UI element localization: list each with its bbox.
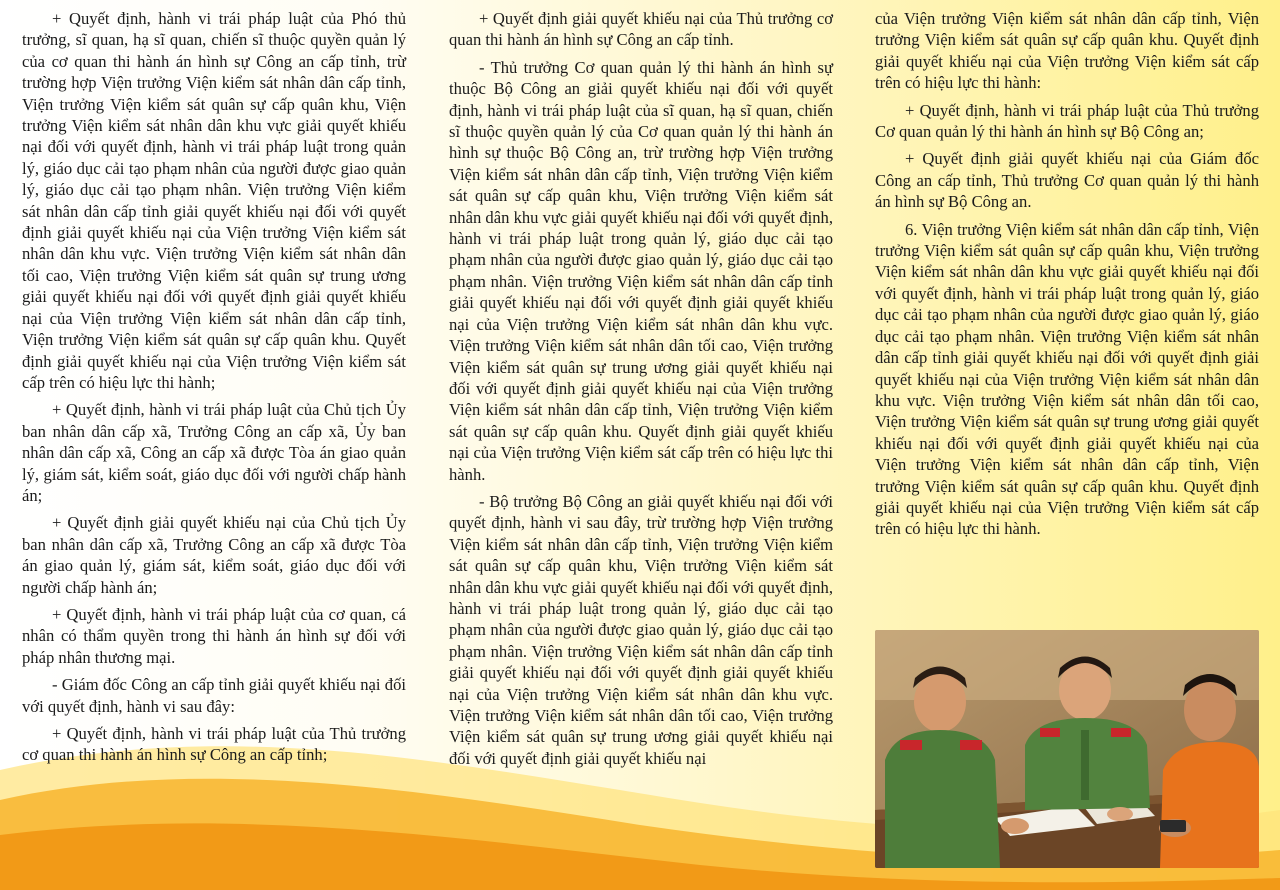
- paragraph: + Quyết định, hành vi trái pháp luật của cơ quan, cá nhân có thẩm quyền trong thi hành án hình sự đối với pháp nhân thương mại.: [22, 604, 406, 667]
- text-column-2: [449, 8, 833, 775]
- paragraph: + Quyết định, hành vi trái pháp luật của Thủ trưởng cơ quan thi hành án hình sự Công an cấp tỉnh;: [22, 724, 406, 765]
- paragraph: + Quyết định, hành vi trái pháp luật của Chủ tịch Ủy ban nhân dân cấp xã, Trưởng Công an cấp xã, Ủy ban nhân dân cấp xã, Công an cấp xã được Tòa án giao quản lý, giám sát, kiểm soát, giáo dục đối với người chấp hành án;: [22, 400, 406, 505]
- paragraph: - Giám đốc Công an cấp tỉnh giải quyết khiếu nại đối với quyết định, hành vi sau đây:: [22, 675, 406, 716]
- paragraph: + Quyết định, hành vi trái pháp luật của Phó thủ trưởng, sĩ quan, hạ sĩ quan, chiến sĩ thuộc quyền quản lý của cơ quan thi hành án hình sự Công an cấp tỉnh, trừ trường hợp Viện trưởng Viện kiểm sát nhân dân cấp tỉnh, Viện trưởng Viện kiểm sát quân sự cấp quân khu, Viện trưởng Viện kiểm sát nhân dân khu vực giải quyết khiếu nại đối với quyết định, hành vi trái pháp luật trong quản lý, giáo dục cải tạo phạm nhân của người được giao quản lý, giáo dục cải tạo phạm nhân. Viện trưởng Viện kiểm sát nhân dân cấp tỉnh giải quyết khiếu nại đối với quyết định giải quyết khiếu nại của Viện trưởng Viện kiểm sát nhân dân khu vực. Viện trưởng Viện kiểm sát nhân dân tối cao, Viện trưởng Viện kiểm sát quân sự trung ương giải quyết khiếu nại đối với quyết định giải quyết khiếu nại của Viện trưởng Viện kiểm sát nhân dân cấp tỉnh, Viện trưởng Viện kiểm sát quân sự cấp quân khu. Quyết định giải quyết khiếu nại của Viện trưởng Viện kiểm sát cấp trên có hiệu lực thi hành;: [22, 9, 406, 392]
- illustration-officers-with-citizen: [875, 630, 1259, 868]
- paragraph: 6. Viện trưởng Viện kiểm sát nhân dân cấp tỉnh, Viện trưởng Viện kiểm sát quân sự cấp quân khu, Viện trưởng Viện kiểm sát nhân dân khu vực giải quyết khiếu nại đối với quyết định, hành vi trái pháp luật trong quản lý, giáo dục cải tạo phạm nhân của người được giao quản lý, giáo dục cải tạo phạm nhân. Viện trưởng Viện kiểm sát nhân dân cấp tỉnh giải quyết khiếu nại đối với quyết định giải quyết khiếu nại của Viện trưởng Viện kiểm sát nhân dân khu vực. Viện trưởng Viện kiểm sát nhân dân tối cao, Viện trưởng Viện kiểm sát quân sự trung ương giải quyết khiếu nại đối với quyết định giải quyết khiếu nại của Viện trưởng Viện kiểm sát nhân dân cấp tỉnh, Viện trưởng Viện kiểm sát quân sự cấp quân khu. Quyết định giải quyết khiếu nại của Viện trưởng Viện kiểm sát cấp trên có hiệu lực thi hành.: [875, 219, 1259, 539]
- paragraph: + Quyết định giải quyết khiếu nại của Thủ trưởng cơ quan thi hành án hình sự Công an cấp tỉnh.: [449, 9, 833, 50]
- paragraph: + Quyết định, hành vi trái pháp luật của Thủ trưởng Cơ quan quản lý thi hành án hình sự Bộ Công an;: [875, 100, 1259, 142]
- paragraph: - Thủ trưởng Cơ quan quản lý thi hành án hình sự thuộc Bộ Công an giải quyết khiếu nại đối với quyết định, hành vi trái pháp luật của sĩ quan, hạ sĩ quan, chiến sĩ thuộc quyền quản lý của Cơ quan quản lý thi hành án hình sự thuộc Bộ Công an, trừ trường hợp Viện trưởng Viện kiểm sát nhân dân cấp tỉnh, Viện trưởng Viện kiểm sát quân sự cấp quân khu, Viện trưởng Viện kiểm sát nhân dân khu vực giải quyết khiếu nại đối với quyết định, hành vi trái pháp luật trong quản lý, giáo dục cải tạo phạm nhân của người được giao quản lý, giáo dục cải tạo phạm nhân. Viện trưởng Viện kiểm sát nhân dân cấp tỉnh giải quyết khiếu nại đối với quyết định giải quyết khiếu nại của Viện trưởng Viện kiểm sát nhân dân khu vực. Viện trưởng Viện kiểm sát nhân dân tối cao, Viện trưởng Viện kiểm sát quân sự trung ương giải quyết khiếu nại đối với quyết định giải quyết khiếu nại của Viện trưởng Viện kiểm sát nhân dân cấp tỉnh, Viện trưởng Viện kiểm sát quân sự cấp quân khu. Quyết định giải quyết khiếu nại của Viện trưởng Viện kiểm sát cấp trên có hiệu lực thi hành.: [449, 57, 833, 484]
- paragraph: - Bộ trưởng Bộ Công an giải quyết khiếu nại đối với quyết định, hành vi sau đây, trừ trường hợp Viện trưởng Viện kiểm sát nhân dân cấp tỉnh, Viện trưởng Viện kiểm sát quân sự cấp quân khu, Viện trưởng Viện kiểm sát nhân dân khu vực giải quyết khiếu nại đối với quyết định, hành vi trái pháp luật trong quản lý, giáo dục cải tạo phạm nhân của người được giao quản lý, giáo dục cải tạo phạm nhân. Viện trưởng Viện kiểm sát nhân dân cấp tỉnh giải quyết khiếu nại đối với quyết định giải quyết khiếu nại của Viện trưởng Viện kiểm sát nhân dân khu vực. Viện trưởng Viện kiểm sát nhân dân tối cao, Viện trưởng Viện kiểm sát quân sự trung ương giải quyết khiếu nại đối với quyết định giải quyết khiếu nại: [449, 491, 833, 768]
- paragraph: + Quyết định giải quyết khiếu nại của Chủ tịch Ủy ban nhân dân cấp xã, Trưởng Công an cấp xã được Tòa án giao quản lý, giám sát, kiểm soát, giáo dục đối với người chấp hành án;: [22, 513, 406, 597]
- paragraph: của Viện trưởng Viện kiểm sát nhân dân cấp tỉnh, Viện trưởng Viện kiểm sát quân sự cấp quân khu. Quyết định giải quyết khiếu nại của Viện trưởng Viện kiểm sát cấp trên có hiệu lực thi hành:: [875, 9, 1259, 93]
- text-column-1: [22, 8, 406, 772]
- text-column-3: [875, 8, 1259, 546]
- paragraph: + Quyết định giải quyết khiếu nại của Giám đốc Công an cấp tỉnh, Thủ trưởng Cơ quan quản lý thi hành án hình sự Bộ Công an.: [875, 149, 1259, 212]
